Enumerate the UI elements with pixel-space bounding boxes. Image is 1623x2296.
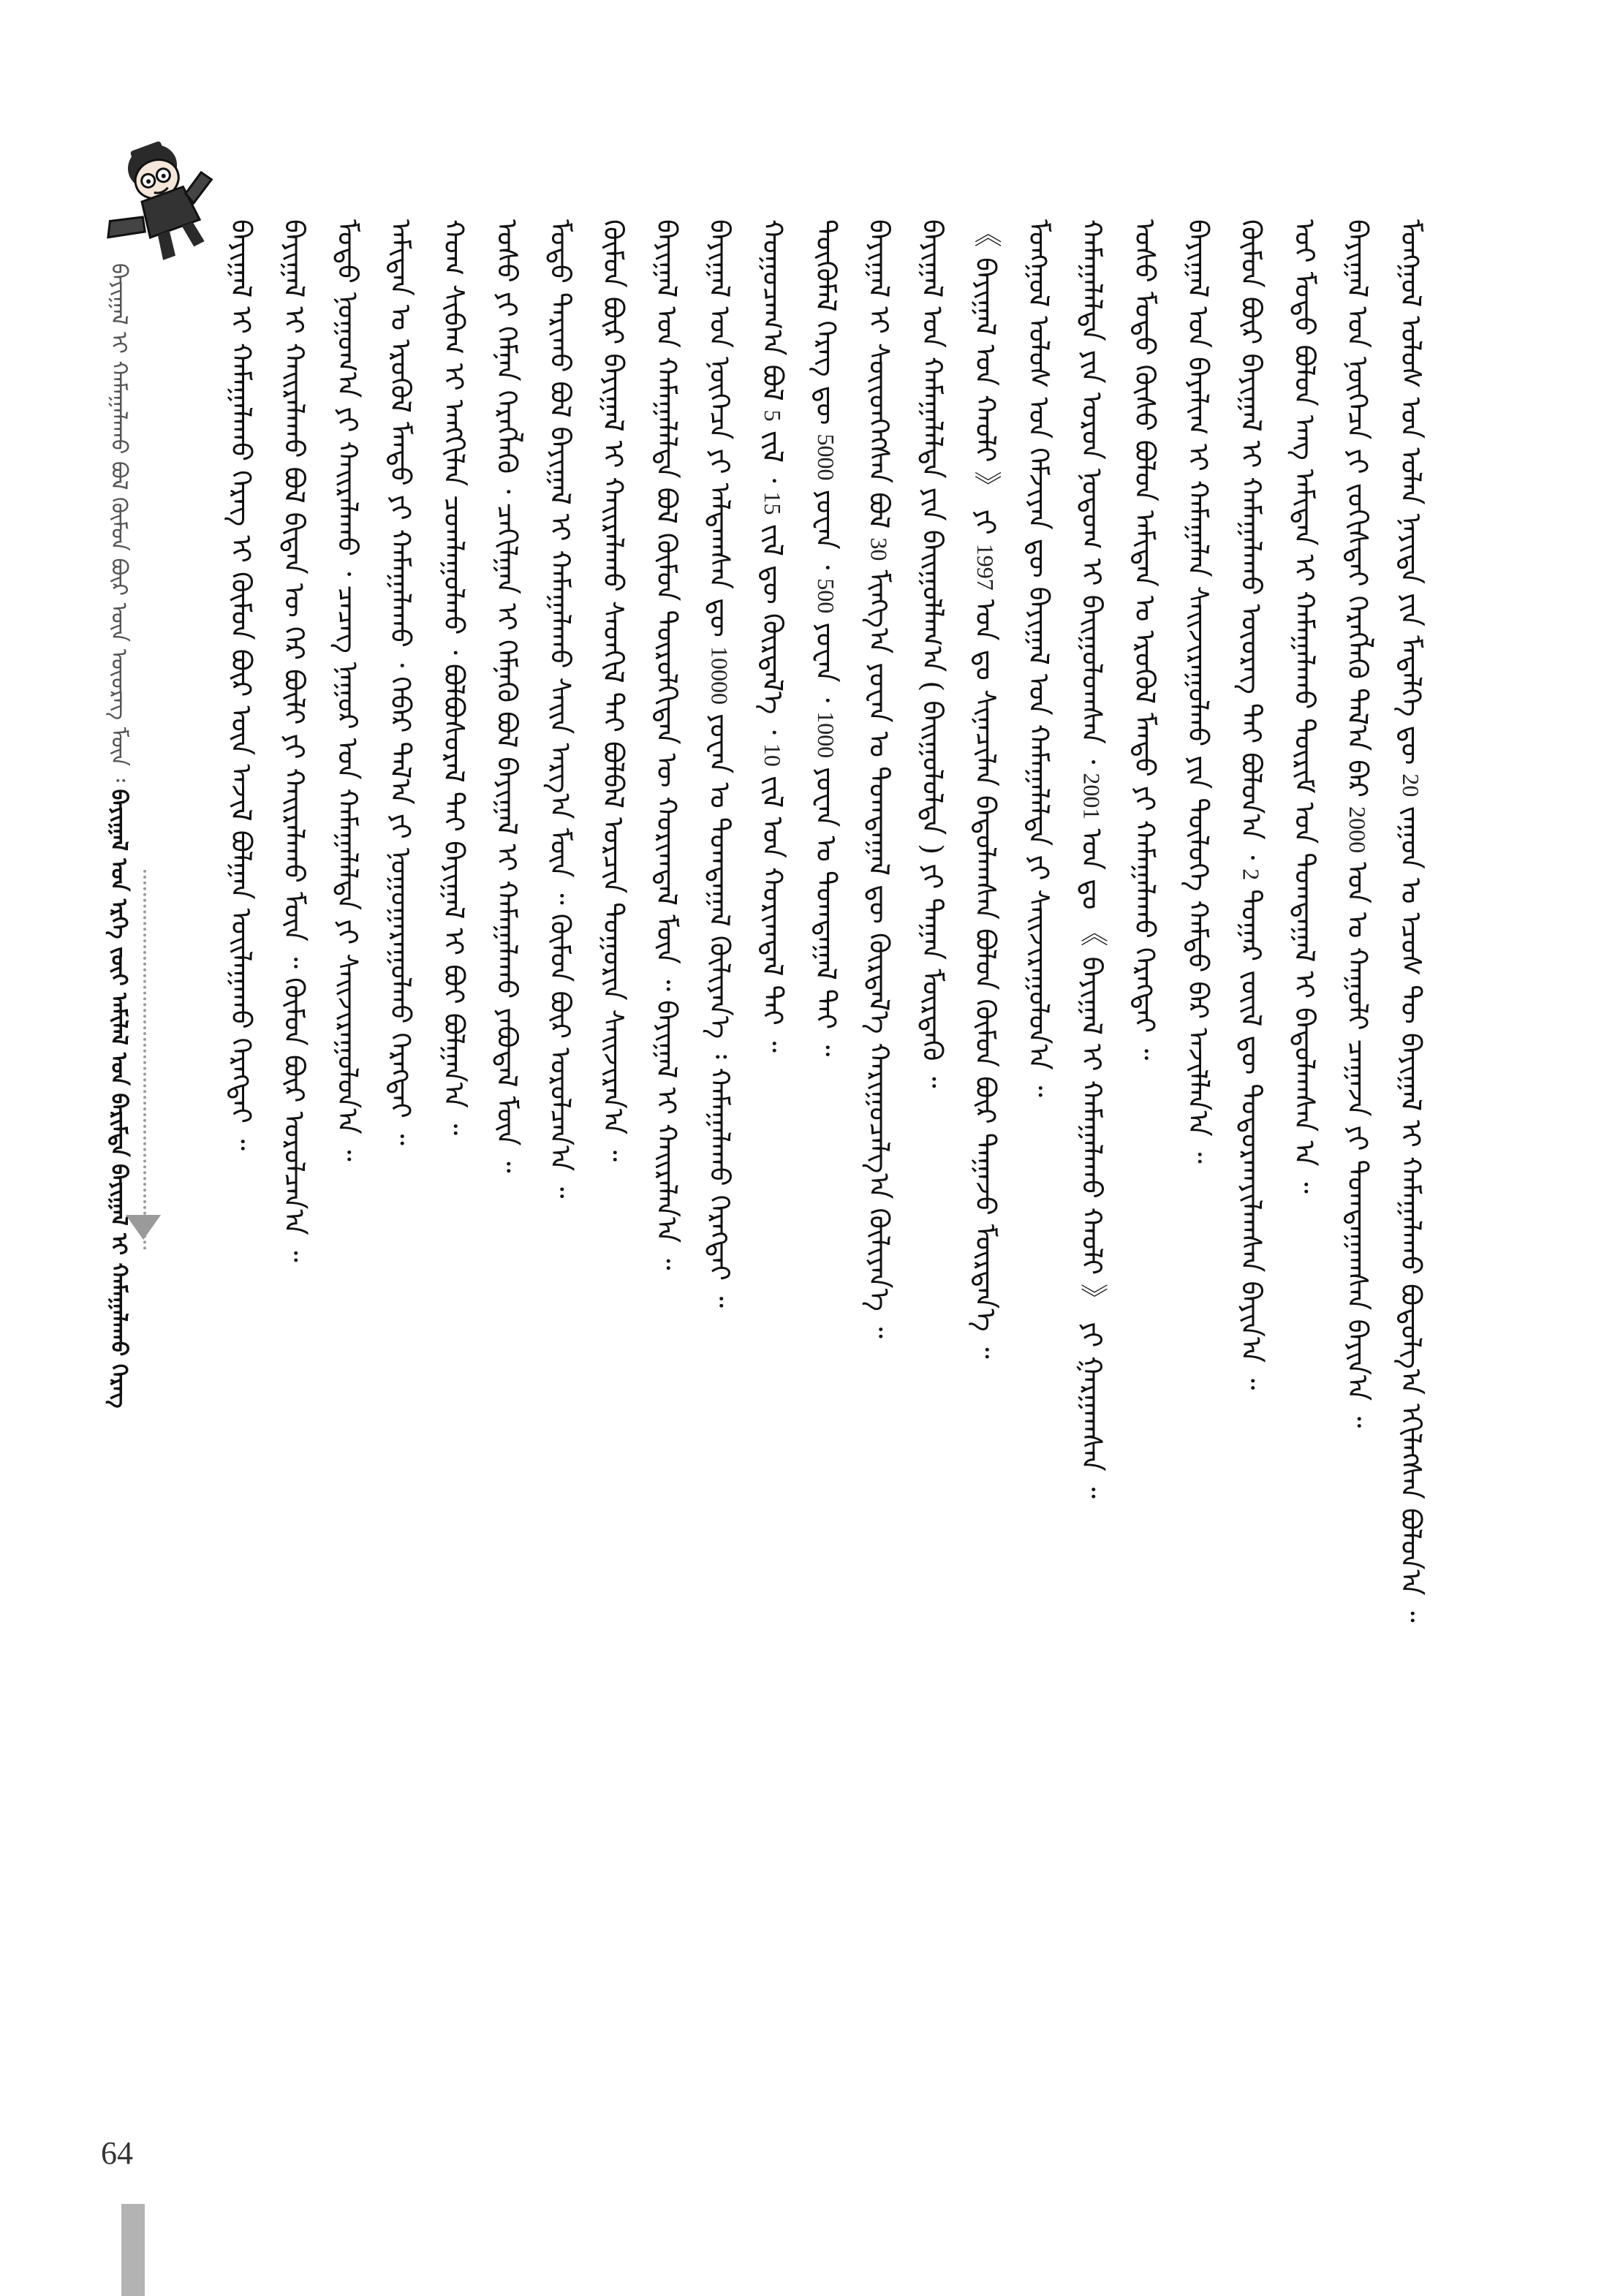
text-column: ᠪᠠᠶᠢᠭᠠᠯ ᠤᠨ ᠨᠥᠭᠡᠴᠡ ᠶᠢ ᠵᠣᠬᠢᠰᠲᠠᠢ ᠬᠡᠷᠡᠭᠯᠡᠬᠦ ᠲᠠᠯ᠎ᠠ ᠪᠠᠷ 2000 ᠣᠨ ᠤ ᠬᠠᠭᠤᠯᠢ ᠴᠠᠭᠠᠵᠠ ᠶᠢ ᠲᠣᠭᠲᠠᠭᠠᠭᠰᠠᠨ ᠪᠠᠶᠢᠨ᠎ᠠ ᠃ <box>1342 219 1374 1428</box>
running-header-part-1: ᠪᠠᠶᠢᠭᠠᠯ ᠢ ᠬᠠᠮᠠᠭᠠᠯᠠᠬᠤ ᠪᠣᠯ ᠬᠦᠮᠦᠨ ᠪᠦᠷ ᠦᠨ ᠦᠦᠷᠡᠭ ᠮᠥᠨ <box>106 263 132 767</box>
text-column: ᠠᠮᠢᠲᠠᠨ ᠤ ᠡᠷᠦᠬᠦᠯ ᠮᠡᠨᠳᠦ ᠶᠢ ᠬᠠᠮᠠᠭᠠᠯᠠᠬᠤ ᠂ ᠬᠡᠪᠡᠷ ᠲᠠᠯ᠎ᠠ ᠶᠢ ᠨᠤᠭᠤᠭᠠᠷᠠᠭᠤᠯᠬᠤ ᠬᠡᠷᠡᠭᠲᠡᠢ ᠃ <box>385 219 417 1145</box>
text-column: ᠲᠦᠭᠦᠮᠡᠯ ᠬᠡᠷᠡᠭ ᠳᠦ 5000 ᠶᠤᠸᠠᠨ ᠂ 500 ᠶᠤᠸᠠᠨ ᠂ 1000 ᠶᠤᠸᠠᠨ ᠤ ᠲᠣᠭᠲᠠᠭᠠᠯ ᠲᠠᠢ ᠃ <box>809 219 842 1057</box>
text-column: ᠪᠠᠶᠢᠭᠠᠯ ᠤᠨ ᠪᠠᠶᠠᠯᠢᠭ ᠢ ᠬᠠᠮᠠᠭᠠᠯᠠᠨ ᠰᠠᠢᠵᠢᠷᠠᠭᠤᠯᠬᠤ ᠶᠢᠨ ᠲᠥᠯᠥᠭᠡ ᠬᠠᠮᠲᠤ ᠪᠠᠷ ᠠᠵᠢᠯᠯᠠᠨ᠎ᠠ ᠃ <box>1181 219 1214 1164</box>
text-column: ᠮᠣᠳᠤ ᠨᠣᠭᠤᠭ᠎ᠠ ᠶᠢ ᠬᠠᠢᠷᠠᠯᠠᠬᠤ ᠂ ᠴᠡᠴᠡᠭ ᠨᠠᠭᠤᠷ ᠤᠨ ᠬᠠᠮᠠᠭᠠᠯᠠᠯᠲᠠ ᠶᠢ ᠰᠠᠢᠵᠢᠷᠠᠭᠤᠯᠤᠨ᠎ᠠ ᠃ <box>331 219 364 1162</box>
text-column: ᠪᠠᠶᠢᠭᠠᠯ ᠤᠨ ᠬᠠᠮᠠᠭᠠᠯᠠᠯᠲᠠ ᠪᠣᠯ ᠬᠦᠮᠦᠨ ᠲᠥᠷᠥᠯᠬᠢᠲᠡᠨ ᠦ ᠬᠣᠷᠢᠭᠳᠠᠯ ᠮᠥᠨ ᠃ ᠪᠠᠶᠢᠭᠠᠯ ᠢ ᠬᠠᠢᠷᠠᠯᠠᠨ᠎ᠠ ᠃ <box>650 219 683 1270</box>
running-header-part-2: ᠪᠠᠶᠢᠭᠠᠯ ᠤᠨ ᠡᠷᠬᠡ ᠵᠦᠢ <box>106 789 132 986</box>
text-column: ᠤᠰᠤ ᠮᠣᠳᠤ ᠬᠥᠰᠥ ᠪᠣᠯᠤᠨ ᠠᠮᠢᠲᠠᠨ ᠤ ᠡᠷᠦᠬᠦᠯ ᠮᠡᠨᠳᠦ ᠶᠢ ᠬᠠᠮᠠᠭᠠᠯᠠᠬᠤ ᠬᠡᠷᠡᠭᠲᠡᠢ ᠃ <box>1129 219 1162 1061</box>
main-text-block <box>219 219 1433 2127</box>
footer-bar <box>121 2204 145 2296</box>
text-column: ᠮᠣᠩᠭᠣᠯ ᠤᠯᠤᠰ ᠤᠨ ᠬᠡᠮᠵᠢᠶᠡᠨ ᠳᠦ ᠪᠠᠶᠢᠭᠠᠯ ᠤᠨ ᠬᠠᠮᠠᠭᠠᠯᠠᠯᠲᠠ ᠶᠢ ᠰᠠᠢᠵᠢᠷᠠᠭᠤᠯᠤᠨ᠎ᠠ ᠃ <box>1022 219 1055 1097</box>
running-header: ᠪᠠᠶᠢᠭᠠᠯ ᠢ ᠬᠠᠮᠠᠭᠠᠯᠠᠬᠤ ᠪᠣᠯ ᠬᠦᠮᠦᠨ ᠪᠦᠷ ᠦᠨ ᠦᠦᠷᠡᠭ ᠮᠥᠨ ᠄ ᠪᠠᠶᠢᠭᠠᠯ ᠤᠨ ᠡᠷᠬᠡ ᠵᠦᠢ ᠠᠮᠢᠯᠠᠯ ᠤᠨ ᠪᠠᠷᠢᠮᠲᠠ ᠪᠠᠶᠢᠭᠠᠯ ᠢ ᠬᠠᠮᠠᠭᠠᠯᠠᠬᠤ ᠬᠡᠷᠡᠭ <box>106 263 132 1409</box>
text-column: ᠣᠢ ᠮᠣᠳᠤ ᠪᠣᠯᠤᠨ ᠠᠩ ᠠᠮᠢᠲᠠᠨ ᠢ ᠬᠠᠮᠠᠭᠠᠯᠠᠬᠤ ᠳᠦᠷᠢᠮ ᠤᠨ ᠲᠣᠭᠲᠠᠭᠠᠯ ᠢ ᠪᠠᠲᠤᠯᠠᠭᠰᠠᠨ ᠠ ᠃ <box>1288 219 1321 1194</box>
boy-mascot-illustration <box>61 129 222 275</box>
text-column: ᠬᠤᠭᠤᠴᠠᠭ᠎ᠠ ᠪᠣᠯ 5 ᠵᠢᠯ ᠂ 15 ᠵᠢᠯ ᠳᠦ ᠬᠦᠷᠲᠡᠯ᠎ᠡ ᠂ 10 ᠵᠢᠯ ᠤᠨ ᠬᠣᠷᠢᠭᠳᠠᠯ ᠲᠠᠢ ᠃ <box>757 219 790 1053</box>
text-column: ᠮᠣᠳᠤ ᠲᠠᠷᠢᠬᠤ ᠪᠣᠯ ᠪᠠᠶᠢᠭᠠᠯ ᠢ ᠬᠠᠮᠠᠭᠠᠯᠠᠬᠤ ᠰᠠᠢᠨ ᠠᠷᠭ᠎ᠠ ᠮᠥᠨ ᠃ ᠬᠦᠮᠦᠨ ᠪᠦᠷ ᠣᠷᠣᠯᠴᠠᠨ᠎ᠠ ᠃ <box>544 219 577 1199</box>
dotted-divider <box>143 870 146 1250</box>
text-column: ᠪᠠᠶᠢᠭᠠᠯ ᠤᠨ ᠬᠠᠮᠠᠭᠠᠯᠠᠯᠲᠠ ᠶᠢᠨ ᠪᠠᠢᠭᠤᠯᠯᠠᠭ᠎ᠠ ( ᠪᠠᠢᠭᠤᠯᠤᠯᠲᠠ ) ᠶᠢ ᠳᠠᠭᠠᠨ ᠮᠥᠷᠳᠡᠬᠦ ᠃ <box>916 219 949 1088</box>
text-column: ᠮᠣᠩᠭᠣᠯ ᠤᠯᠤᠰ ᠤᠨ ᠣᠯᠠᠨ ᠨᠡᠶᠢᠲᠡ ᠶᠢᠨ ᠮᠡᠳᠡᠯᠭᠡ ᠳᠦ 20 ᠵᠠᠭᠤᠨ ᠤ ᠡᠴᠦᠰ ᠲᠦ ᠪᠠᠶᠢᠭᠠᠯ ᠢ ᠬᠠᠮᠠᠭᠠᠯᠠᠬᠤ ᠪᠣᠳᠤᠯᠭ᠎ᠠ ᠡᠬᠢᠯᠡᠭᠰᠡᠨ ᠪᠣᠯᠤᠨ᠎ᠠ ᠃ <box>1394 219 1427 1623</box>
text-column: ᠬᠦᠮᠦᠨ ᠪᠦᠷ ᠪᠠᠶᠢᠭᠠᠯ ᠢ ᠬᠠᠢᠷᠠᠯᠠᠬᠤ ᠰᠡᠳᠬᠢᠯ ᠲᠡᠢ ᠪᠣᠯᠪᠠᠯ ᠣᠷᠴᠢᠨ ᠲᠣᠭᠣᠷᠢᠨ ᠰᠠᠢᠵᠢᠷᠠᠨ᠎ᠠ ᠃ <box>597 219 630 1162</box>
text-column: ᠤᠰᠤ ᠶᠢ ᠬᠡᠮᠨᠡᠨ ᠬᠡᠷᠡᠭᠯᠡᠬᠦ ᠂ ᠴᠠᠬᠢᠯᠭᠠᠨ ᠢ ᠬᠡᠮᠨᠡᠬᠦ ᠪᠣᠯ ᠪᠠᠶᠢᠭᠠᠯ ᠢ ᠬᠠᠮᠠᠭᠠᠯᠠᠬᠤ ᠶᠠᠪᠤᠳᠠᠯ ᠮᠥᠨ ᠃ <box>491 219 523 1173</box>
page-number: 64 <box>101 2135 133 2171</box>
running-header-part-3: ᠠᠮᠢᠯᠠᠯ ᠤᠨ ᠪᠠᠷᠢᠮᠲᠠ <box>106 993 132 1157</box>
text-column: ᠬᠠᠮᠠᠭᠠᠯᠠᠯᠲᠠ ᠶᠢᠨ ᠣᠷᠤᠨ ᠨᠤᠲᠤᠭ ᠢ ᠪᠠᠢᠭᠤᠯᠤᠭᠰᠠᠨ ᠂ 2001 ᠣᠨ ᠳᠤ 《 ᠪᠠᠶᠢᠭᠠᠯ ᠢ ᠬᠠᠮᠠᠭᠠᠯᠠᠬᠤ ᠬᠠᠤᠯᠢ 》 ᠶᠢ ᠭᠠᠷᠭᠠᠭᠰᠠᠨ ᠃ <box>1075 219 1108 1499</box>
text-column: ᠪᠠᠶᠢᠭᠠᠯ ᠢ ᠰᠦᠢᠳᠬᠡᠭᠰᠡᠨ ᠪᠣᠯ 30 ᠮᠢᠩᠭ᠎ᠠ ᠶᠤᠸᠠᠨ ᠤ ᠲᠣᠭᠲᠠᠭᠠᠯ ᠳᠦ ᠬᠦᠷᠲᠡᠯ᠎ᠡ ᠬᠠᠷᠢᠭᠤᠴᠠᠯᠭ᠎ᠠ ᠬᠦᠯᠢᠶᠡᠨ᠎ᠡ ᠃ <box>863 219 896 1339</box>
text-column: 《 ᠪᠠᠶᠢᠭᠠᠯ ᠤᠨ ᠬᠠᠤᠯᠢ 》 ᠶᠢ 1997 ᠣᠨ ᠳᠤ ᠰᠢᠨᠡᠴᠢᠯᠡᠨ ᠪᠠᠲᠤᠯᠠᠭᠰᠠᠨ ᠪᠣᠯᠤᠨ ᠬᠦᠮᠦᠨ ᠪᠦᠷ ᠳᠠᠭᠠᠵᠤ ᠮᠥᠷᠳᠡᠨ᠎ᠡ ᠃ <box>969 219 1002 1359</box>
running-header-part-4: ᠪᠠᠶᠢᠭᠠᠯ ᠢ ᠬᠠᠮᠠᠭᠠᠯᠠᠬᠤ ᠬᠡᠷᠡᠭ <box>106 1164 132 1409</box>
text-column: ᠪᠠᠶᠢᠭᠠᠯ ᠢ ᠬᠠᠮᠠᠭᠠᠯᠠᠬᠤ ᠬᠡᠷᠡᠭ ᠢ ᠬᠦᠮᠦᠨ ᠪᠦᠷ ᠦᠨ ᠠᠵᠢᠯ ᠪᠣᠯᠭᠠᠨ ᠣᠢᠯᠠᠭᠠᠬᠤ ᠬᠡᠷᠡᠭᠲᠡᠢ ᠃ <box>225 219 257 1151</box>
text-column: ᠪᠠᠶᠢᠭᠠᠯ ᠢ ᠬᠠᠢᠷᠠᠯᠠᠬᠤ ᠪᠣᠯ ᠪᠢᠳᠡᠨ ᠦ ᠭᠡᠷ ᠪᠦᠯᠢ ᠶᠢ ᠬᠠᠢᠷᠠᠯᠠᠬᠤ ᠮᠥᠨ ᠃ ᠬᠦᠮᠦᠨ ᠪᠦᠷ ᠣᠷᠣᠯᠴᠠᠨ᠎ᠠ ᠃ <box>278 219 311 1262</box>
triangle-marker-icon <box>126 1215 161 1240</box>
text-column: ᠬᠦᠮᠦᠨ ᠪᠦᠷ ᠪᠠᠶᠢᠭᠠᠯ ᠢ ᠬᠠᠮᠠᠭᠠᠯᠠᠬᠤ ᠦᠦᠷᠡᠭ ᠲᠡᠢ ᠪᠣᠯᠤᠨ᠎ᠠ ᠂ 2 ᠳᠤᠭᠠᠷ ᠵᠦᠢᠯ ᠳᠦ ᠲᠣᠳᠣᠷᠬᠠᠶᠢᠯᠠᠭᠰᠠᠨ ᠪᠠᠶᠢᠨ᠎ᠠ ᠃ <box>1235 219 1268 1390</box>
text-column: ᠬᠣᠭ ᠰᠢᠪᠠᠭ ᠢ ᠠᠩᠭᠢᠯᠠᠨ ᠴᠤᠭᠯᠠᠭᠤᠯᠬᠤ ᠂ ᠪᠣᠯᠪᠤᠰᠤᠷᠠᠯ ᠲᠠᠢ ᠪᠠᠶᠢᠭᠠᠯ ᠢ ᠪᠣᠢ ᠪᠣᠯᠭᠠᠨ᠎ᠠ ᠃ <box>437 219 470 1135</box>
text-column: ᠪᠠᠶᠢᠭᠠᠯ ᠤᠨ ᠨᠥᠭᠡᠴᠡ ᠶᠢ ᠠᠯᠳᠠᠭᠰᠠᠨ ᠳᠦ 10000 ᠶᠤᠸᠠᠨ ᠤ ᠲᠣᠭᠲᠠᠭᠠᠯ ᠬᠦᠯᠢᠶᠡᠨ᠎ᠡ ᠄ ᠬᠠᠮᠠᠭᠠᠯᠠᠬᠤ ᠬᠡᠷᠡᠭᠲᠡᠢ ᠃ <box>703 219 736 1308</box>
